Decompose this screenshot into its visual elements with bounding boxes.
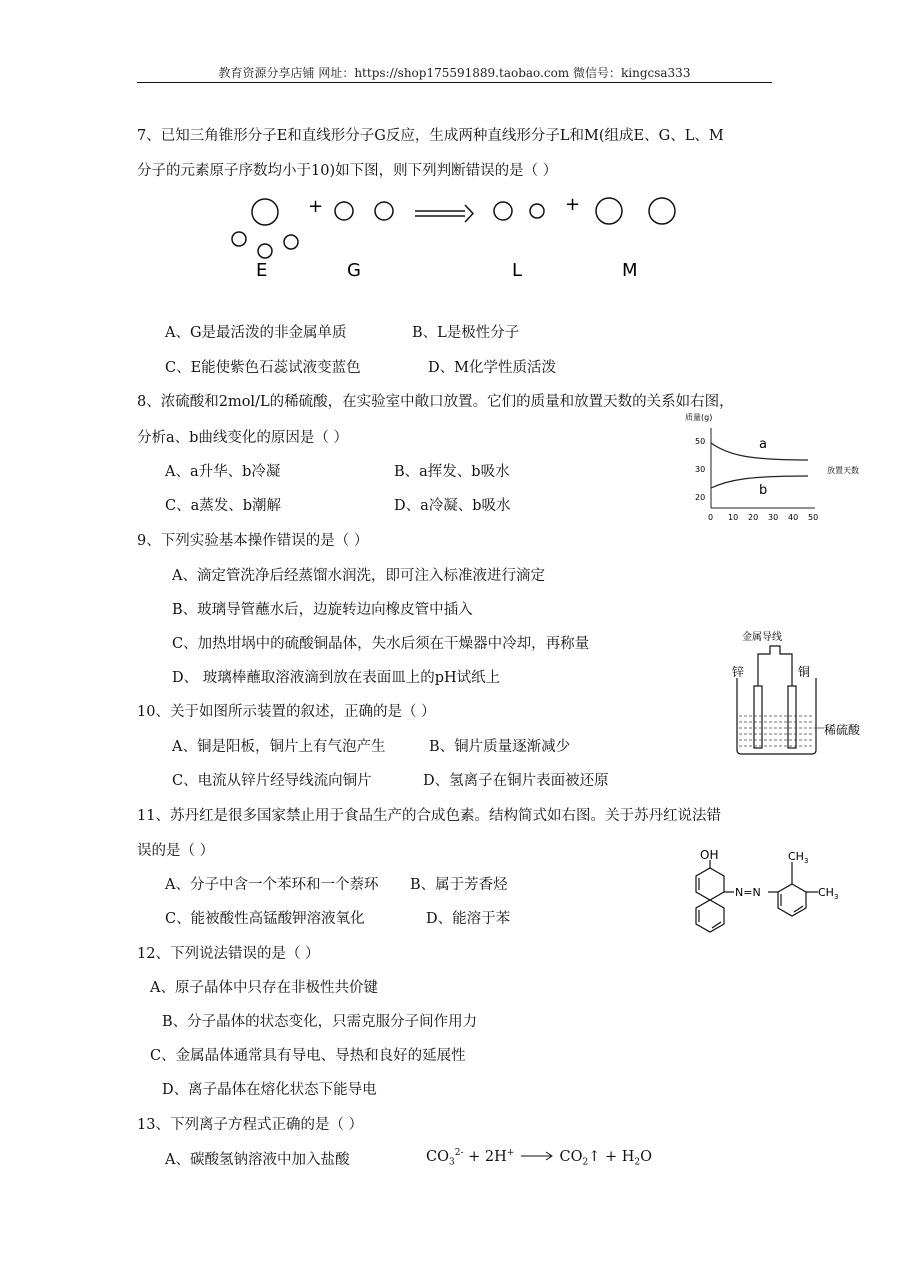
q13-equation: $CO_3^{2-} + 2H^+$ $CO_2↑ + H_2O$ (426, 1148, 653, 1168)
e-atom-right (284, 235, 298, 249)
ch3-right-label: $CH_3$ (818, 886, 839, 901)
x-tick-20: 20 (748, 513, 759, 522)
y-tick-20: 20 (695, 493, 706, 502)
m-atom-2 (649, 198, 675, 224)
q9-option-d: D、 玻璃棒蘸取溶液滴到放在表面皿上的pH试纸上 (172, 670, 501, 686)
q10-option-a: A、铜是阳板，铜片上有气泡产生 (172, 739, 386, 755)
q7-option-b: B、L是极性分子 (412, 325, 520, 341)
q12-option-a: A、原子晶体中只存在非极性共价键 (150, 980, 378, 996)
q8-option-a: A、a升华、b冷凝 (165, 464, 281, 480)
sudan-red-structure (682, 842, 862, 942)
acid-solution (739, 716, 824, 746)
x-tick-10: 10 (728, 513, 739, 522)
q11-line1: 11、苏丹红是很多国家禁止用于食品生产的合成色素。结构简式如右图。关于苏丹红说法错 (137, 808, 721, 824)
q12-option-d: D、离子晶体在熔化状态下能导电 (162, 1082, 377, 1098)
q9-option-c: C、加热坩埚中的硫酸铜晶体，失水后须在干燥器中冷却，再称量 (172, 636, 590, 652)
reaction-arrow (415, 205, 473, 222)
q11-option-c: C、能被酸性高锰酸钾溶液氧化 (165, 911, 365, 927)
copper-label: 铜 (798, 665, 811, 679)
series-label-b: b (759, 483, 768, 498)
y-axis-label: 质量(g) (685, 413, 713, 422)
q11-option-d: D、能溶于苯 (426, 911, 511, 927)
g-atom-2 (375, 202, 393, 220)
q11-line2: 误的是（ ） (137, 843, 215, 859)
plus-sign-2: + (565, 194, 581, 215)
label-l: L (512, 260, 523, 281)
reaction-arrow-icon (519, 1151, 555, 1161)
g-atom-1 (335, 202, 353, 220)
q9-line1: 9、下列实验基本操作错误的是（ ） (137, 533, 369, 549)
m-atom-1 (596, 198, 622, 224)
azo-label: N=N (735, 886, 761, 899)
q12-option-c: C、金属晶体通常具有导电、导热和良好的延展性 (150, 1048, 466, 1064)
plus-sign-1: + (308, 196, 324, 217)
zinc-plate (754, 686, 762, 748)
ch3-top-label: $CH_3$ (788, 850, 809, 865)
molecule-reaction-diagram (220, 190, 700, 285)
label-e: E (256, 260, 268, 281)
copper-plate (788, 686, 796, 748)
benzene-ring (778, 884, 806, 916)
acid-label: 稀硫酸 (824, 723, 861, 737)
wire-label: 金属导线 (742, 632, 782, 643)
q10-option-b: B、铜片质量逐渐减少 (429, 739, 571, 755)
x-axis-label: 放置天数 (827, 466, 859, 475)
q11-option-a: A、分子中含一个苯环和一个萘环 (165, 877, 379, 893)
q8-option-c: C、a蒸发、b潮解 (165, 498, 282, 514)
x-tick-50: 50 (808, 513, 819, 522)
q8-line2: 分析a、b曲线变化的原因是（ ） (137, 430, 349, 446)
q10-option-d: D、氢离子在铜片表面被还原 (423, 773, 609, 789)
q11-option-b: B、属于芳香烃 (410, 877, 508, 893)
y-tick-50: 50 (695, 437, 706, 446)
e-atom-left (232, 232, 246, 246)
page-header: 教育资源分享店铺 网址：https://shop175591889.taobao.com 微信号：kingcsa333 (218, 66, 691, 80)
q7-line2: 分子的元素原子序数均小于10)如下图，则下列判断错误的是（ ） (137, 163, 558, 179)
metal-wire (758, 646, 792, 686)
naphthalene-ring-2 (696, 900, 724, 932)
l-atom-2 (530, 204, 544, 218)
q7-option-d: D、M化学性质活泼 (428, 360, 556, 376)
q12-option-b: B、分子晶体的状态变化，只需克服分子间作用力 (162, 1014, 478, 1030)
q9-option-b: B、玻璃导管蘸水后，边旋转边向橡皮管中插入 (172, 602, 473, 618)
galvanic-cell-diagram (720, 628, 870, 758)
gas-up-arrow-icon: ↑ (588, 1148, 601, 1165)
q8-line1: 8、浓硫酸和2mol/L的稀硫酸，在实验室中敞口放置。它们的质量和放置天数的关系如右图， (137, 394, 734, 410)
x-tick-30: 30 (768, 513, 779, 522)
q9-option-a: A、滴定管洗净后经蒸馏水润洗，即可注入标准液进行滴定 (172, 568, 545, 584)
q7-option-c: C、E能使紫色石蕊试液变蓝色 (165, 360, 361, 376)
header-rule (137, 82, 772, 83)
label-g: G (347, 260, 361, 281)
y-tick-30: 30 (695, 465, 706, 474)
q8-option-d: D、a冷凝、b吸水 (394, 498, 511, 514)
q10-line1: 10、关于如图所示装置的叙述，正确的是（ ） (137, 704, 436, 720)
series-label-a: a (759, 437, 767, 452)
mass-vs-days-chart (683, 410, 898, 525)
zinc-label: 锌 (732, 665, 745, 679)
q7-option-a: A、G是最活泼的非金属单质 (165, 325, 347, 341)
q7-line1: 7、已知三角锥形分子E和直线形分子G反应，生成两种直线形分子L和M(组成E、G、L、M (137, 128, 724, 144)
q10-option-c: C、电流从锌片经导线流向铜片 (172, 773, 372, 789)
q8-option-b: B、a挥发、b吸水 (394, 464, 510, 480)
q13-option-a: A、碳酸氢钠溶液中加入盐酸 (165, 1152, 350, 1168)
naphthalene-ring-1 (696, 868, 724, 900)
e-atom-bottom (258, 244, 272, 258)
q12-line1: 12、下列说法错误的是（ ） (137, 946, 320, 962)
x-tick-40: 40 (788, 513, 799, 522)
label-m: M (622, 260, 638, 281)
l-atom-1 (494, 202, 512, 220)
e-central-atom (252, 199, 278, 225)
oh-label: OH (700, 848, 719, 862)
x-tick-0: 0 (708, 513, 714, 522)
q13-line1: 13、下列离子方程式正确的是（ ） (137, 1117, 364, 1133)
